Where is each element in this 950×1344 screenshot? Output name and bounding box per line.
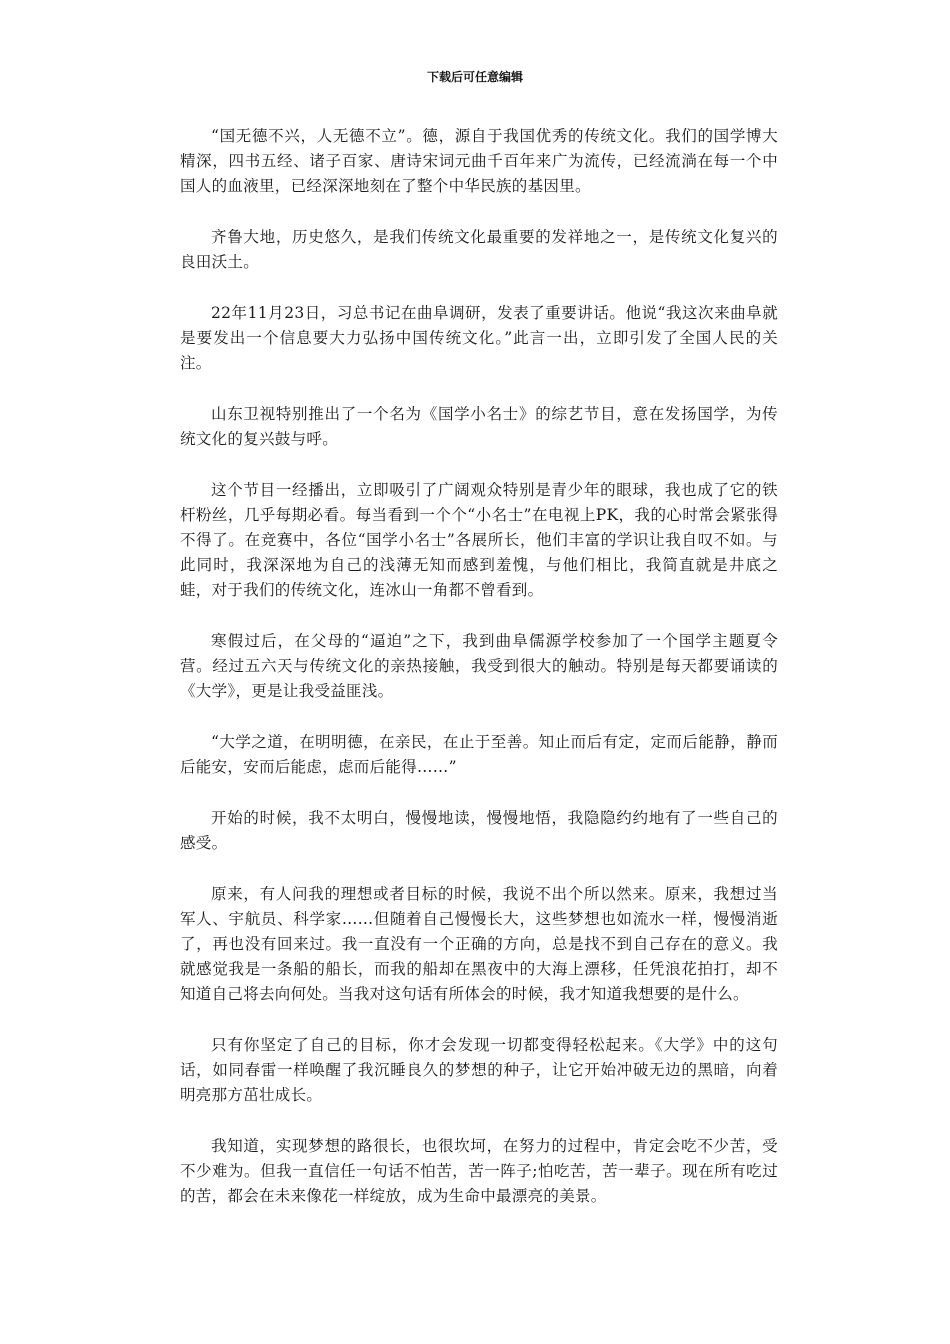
paragraph: “大学之道，在明明德，在亲民，在止于至善。知止而后有定，定而后能静，静而后能安，安而后能虑，虑而后能得……”	[180, 733, 778, 776]
paragraph: 只有你坚定了自己的目标，你才会发现一切都变得轻松起来。《大学》中的这句话，如同春雷一样唤醒了我沉睡良久的梦想的种子，让它开始冲破无边的黑暗，向着明亮那方茁壮成长。	[180, 1036, 778, 1104]
paragraph: 这个节目一经播出，立即吸引了广阔观众特别是青少年的眼球，我也成了它的铁杆粉丝，几乎每期必看。每当看到一个个“小名士”在电视上PK，我的心时常会紧张得不得了。在竞赛中，各位“国学小名士”各展所长，他们丰富的学识让我自叹不如。与此同时，我深深地为自己的浅薄无知而感到羞愧，与他们相比，我简直就是井底之蛙，对于我们的传统文化，连冰山一角都不曾看到。	[180, 481, 778, 599]
paragraph: 山东卫视特别推出了一个名为《国学小名士》的综艺节目，意在发扬国学，为传统文化的复兴鼓与呼。	[180, 405, 778, 448]
paragraph: 原来，有人问我的理想或者目标的时候，我说不出个所以然来。原来，我想过当军人、宇航员、科学家……但随着自己慢慢长大，这些梦想也如流水一样，慢慢消逝了，再也没有回来过。我一直没有一个正确的方向，总是找不到自己存在的意义。我就感觉我是一条船的船长，而我的船却在黑夜中的大海上漂移，任凭浪花拍打，却不知道自己将去向何处。当我对这句话有所体会的时候，我才知道我想要的是什么。	[180, 885, 778, 1003]
paragraph: 寒假过后，在父母的“逼迫”之下，我到曲阜儒源学校参加了一个国学主题夏令营。经过五六天与传统文化的亲热接触，我受到很大的触动。特别是每天都要诵读的《大学》，更是让我受益匪浅。	[180, 632, 778, 700]
paragraph: “国无德不兴，人无德不立”。德，源自于我国优秀的传统文化。我们的国学博大精深，四书五经、诸子百家、唐诗宋词元曲千百年来广为流传，已经流淌在每一个中国人的血液里，已经深深地刻在了整个中华民族的基因里。	[180, 127, 778, 195]
paragraph: 我知道，实现梦想的路很长，也很坎坷，在努力的过程中，肯定会吃不少苦，受不少难为。但我一直信任一句话不怕苦，苦一阵子;怕吃苦，苦一辈子。现在所有吃过的苦，都会在未来像花一样绽放，成为生命中最漂亮的美景。	[180, 1137, 778, 1205]
paragraph: 22年11月23日，习总书记在曲阜调研，发表了重要讲话。他说“我这次来曲阜就是要发出一个信息要大力弘扬中国传统文化。”此言一出，立即引发了全国人民的关注。	[180, 304, 778, 372]
paragraph: 齐鲁大地，历史悠久，是我们传统文化最重要的发祥地之一，是传统文化复兴的良田沃土。	[180, 228, 778, 271]
page-header-note: 下载后可任意编辑	[426, 70, 523, 84]
paragraph: 开始的时候，我不太明白，慢慢地读，慢慢地悟，我隐隐约约地有了一些自己的感受。	[180, 809, 778, 852]
essay-body	[180, 124, 778, 1235]
